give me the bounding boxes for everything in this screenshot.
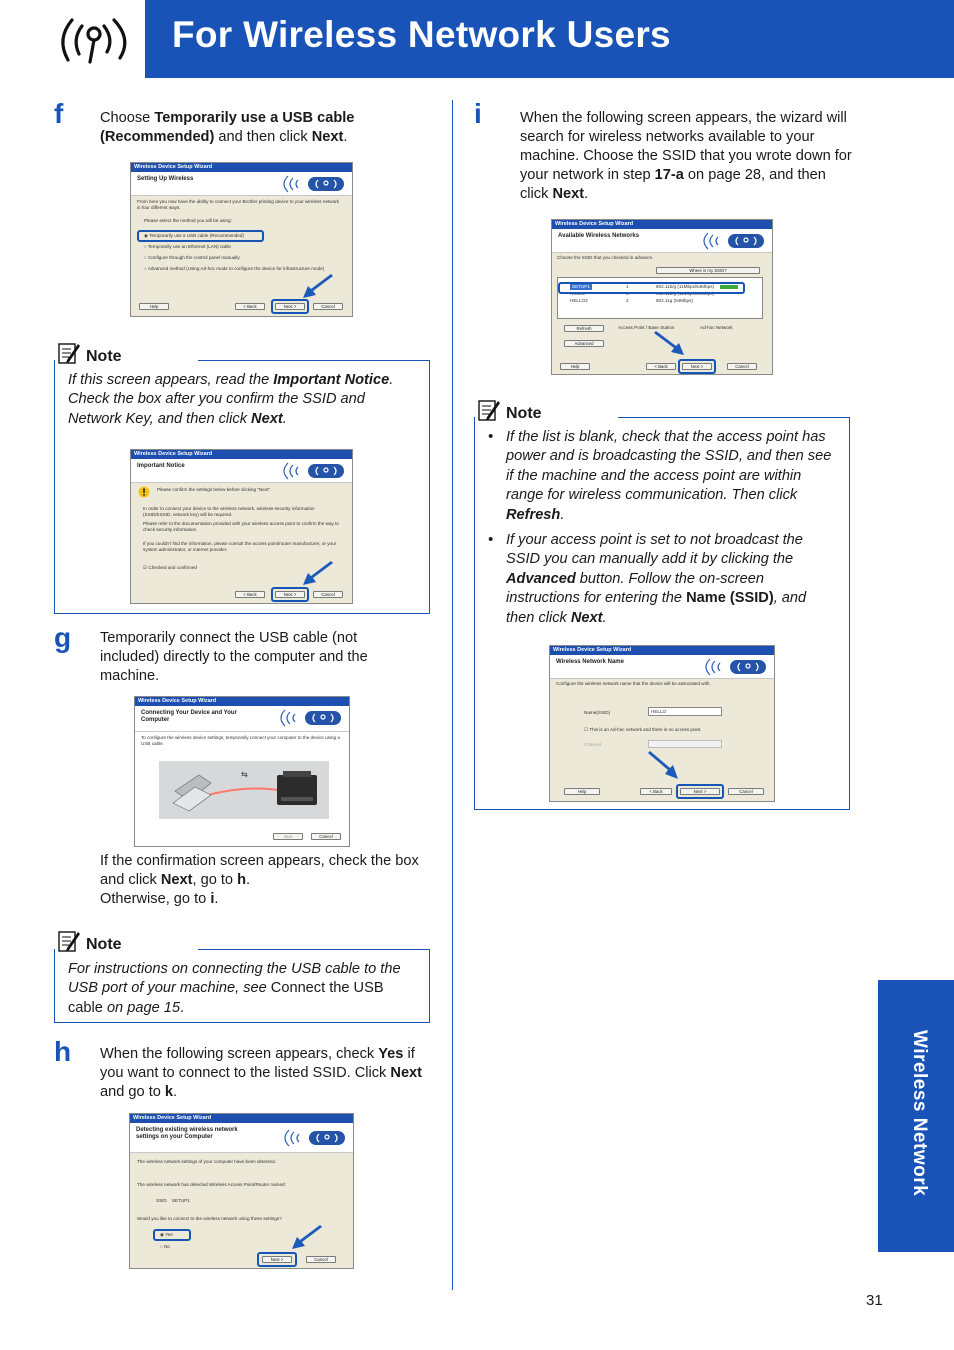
note-i-bullet-1: If the list is blank, check that the access point has power and is broadcasting the SSID, and then see if the machine and the access point are within range for wireless communication. Then click Refresh. xyxy=(506,429,832,523)
name-label: Name(SSID) xyxy=(584,710,611,715)
window-titlebar: Wireless Device Setup Wizard xyxy=(135,697,349,706)
highlight-next xyxy=(678,359,716,374)
screenshot-detecting-settings xyxy=(129,1113,354,1269)
step-i-text: When the following screen appears, the wizard will search for wireless networks available to your machine. Choose the SSID that you wrote down for your network in step 17-a on page 28, and then click Next. xyxy=(520,110,852,202)
adhoc-checkbox[interactable]: ☐ This is an Ad-hoc network and there is no access point. xyxy=(584,727,702,732)
screenshot-important-notice xyxy=(130,449,353,604)
highlight-next xyxy=(257,1252,297,1267)
arrow-icon xyxy=(650,330,686,358)
banner-title: Important Notice xyxy=(137,463,185,469)
back-button[interactable]: < Back xyxy=(235,303,265,310)
option-advanced[interactable]: ○ Advanced method (Using Ad-hoc mode to configure the device for infrastructure mode) xyxy=(144,266,325,271)
cancel-button[interactable]: Cancel xyxy=(727,363,757,370)
window-banner xyxy=(130,1123,353,1153)
note-heading: Note xyxy=(86,936,122,953)
banner-title: Connecting Your Device and Your Computer xyxy=(141,710,237,723)
window-banner xyxy=(131,172,352,196)
note-g-text: For instructions on connecting the USB cable to the USB port of your machine, see Connect the USB cable on page 15. xyxy=(68,961,401,1016)
warning-text: Please confirm the settings below before clicking "Next". xyxy=(157,487,272,492)
window-banner xyxy=(550,655,774,679)
note-f-text: If this screen appears, read the Important Notice. Check the box after you confirm the SSID and Network Key, and then click Next. xyxy=(68,372,394,427)
screenshot-wireless-network-name xyxy=(549,645,775,802)
banner-title: Setting Up Wireless xyxy=(137,176,194,182)
cancel-button[interactable]: Cancel xyxy=(311,833,341,840)
next-button[interactable]: Next > xyxy=(682,363,712,370)
network-row-name[interactable]: SETUP1 xyxy=(572,284,590,289)
highlight-network-row xyxy=(558,282,745,294)
confirm-checkbox[interactable]: ☑ Checked and confirmed xyxy=(143,565,197,570)
intro-text: Configure the wireless network name that the device will be associated with. xyxy=(556,681,711,686)
yes-radio[interactable]: ◉ Yes xyxy=(160,1232,173,1237)
arrow-icon xyxy=(290,1224,326,1252)
channel-select[interactable] xyxy=(648,740,722,748)
screenshot-available-networks xyxy=(551,219,773,375)
banner-title: Available Wireless Networks xyxy=(558,233,640,239)
bullet: • xyxy=(488,532,494,548)
wireless-banner-icon xyxy=(700,657,770,677)
wireless-signal-icon xyxy=(52,12,136,66)
option-ethernet[interactable]: ○ Temporarily use an Ethernet (LAN) cable xyxy=(144,244,231,249)
help-button[interactable]: Help xyxy=(139,303,169,310)
detected-text: The wireless network settings of your computer have been detected. xyxy=(137,1159,276,1164)
page-number: 31 xyxy=(866,1292,883,1309)
wireless-banner-icon xyxy=(698,231,768,251)
question-text: Would you like to connect to the wireless network using these settings? xyxy=(137,1216,282,1221)
intro-text: Choose the SSID that you checked in advance. xyxy=(557,255,654,260)
highlight-next xyxy=(271,299,309,314)
svg-text:⇆: ⇆ xyxy=(241,770,248,779)
network-row-channel: 1 xyxy=(626,284,629,289)
help-button[interactable]: Help xyxy=(564,788,600,795)
option-control-panel[interactable]: ○ Configure through the control panel manually xyxy=(144,255,240,260)
highlight-usb-option xyxy=(137,230,264,242)
network-row-channel: 6 xyxy=(626,291,629,296)
step-letter-i: i xyxy=(474,98,482,129)
laptop-printer-image xyxy=(159,761,329,819)
notice-paragraph-3: If you couldn't find the information, please consult the access point/router manufacturer, or your system administrator, or internet provider. xyxy=(143,541,337,552)
ssid-row: SSID SETUP1 xyxy=(156,1198,190,1203)
banner-title: Wireless Network Name xyxy=(556,659,624,665)
column-divider xyxy=(452,100,453,1290)
arrow-icon xyxy=(301,560,337,588)
step-letter-f: f xyxy=(54,98,64,129)
legend-access-point: Access Point / Base Station xyxy=(618,325,675,330)
cancel-button[interactable]: Cancel xyxy=(313,591,343,598)
step-g-text: Temporarily connect the USB cable (not included) directly to the computer and the machine. xyxy=(100,630,368,684)
window-banner xyxy=(131,459,352,483)
network-row-mode: 802.11b/g (11Mbps/54Mbps) xyxy=(656,291,715,296)
refresh-button[interactable]: Refresh xyxy=(564,325,604,332)
window-banner xyxy=(552,229,772,253)
cancel-button[interactable]: Cancel xyxy=(306,1256,336,1263)
network-row-name[interactable]: HELLO2 xyxy=(570,298,588,303)
next-button[interactable]: Next > xyxy=(275,591,305,598)
access-point-text: The wireless network has detected Wireless Access Point/Router named: xyxy=(137,1182,286,1187)
back-button[interactable]: < Back xyxy=(640,788,672,795)
back-button[interactable]: < Back xyxy=(235,591,265,598)
screenshot-setting-up-wireless xyxy=(130,162,353,317)
window-titlebar: Wireless Device Setup Wizard xyxy=(131,163,352,172)
next-button[interactable]: Next > xyxy=(275,303,305,310)
help-button[interactable]: Help xyxy=(560,363,590,370)
bullet: • xyxy=(488,429,494,445)
network-row-mode: 802.11b/g (11Mbps/54Mbps) xyxy=(656,284,715,289)
window-titlebar: Wireless Device Setup Wizard xyxy=(550,646,774,655)
option-usb[interactable]: ◉ Temporarily use a USB cable (Recommended) xyxy=(144,233,244,238)
page-title: For Wireless Network Users xyxy=(172,14,671,55)
network-row-name[interactable]: HELLO xyxy=(570,291,586,296)
cancel-button[interactable]: Cancel xyxy=(313,303,343,310)
back-button[interactable]: < Back xyxy=(646,363,676,370)
window-titlebar: Wireless Device Setup Wizard xyxy=(130,1114,353,1123)
window-banner xyxy=(135,706,349,732)
notice-paragraph-2: Please refer to the documentation provided with your wireless access point to confirm the way to check security information. xyxy=(143,521,339,532)
no-radio[interactable]: ○ No xyxy=(160,1244,170,1249)
ssid-input[interactable]: HELLO xyxy=(648,707,722,716)
step-h-text: When the following screen appears, check Yes if you want to connect to the listed SSID. Click Next and go to k. xyxy=(100,1046,423,1100)
advanced-button[interactable]: Advanced xyxy=(564,340,604,347)
wireless-banner-icon xyxy=(275,708,345,728)
channel-label: Channel xyxy=(584,742,602,747)
wireless-banner-icon xyxy=(278,461,348,481)
legend-adhoc: Ad-hoc Network xyxy=(700,325,733,330)
network-row-mode: 802.11g (54Mbps) xyxy=(656,298,693,303)
window-titlebar: Wireless Device Setup Wizard xyxy=(131,450,352,459)
cancel-button[interactable]: Cancel xyxy=(728,788,764,795)
screenshot-connecting-device xyxy=(134,696,350,847)
usb-illustration xyxy=(159,761,329,819)
next-button[interactable]: Next > xyxy=(262,1256,292,1263)
step-letter-h: h xyxy=(54,1036,72,1067)
note-heading: Note xyxy=(86,348,122,365)
side-tab-label: Wireless Network xyxy=(909,1030,930,1197)
wireless-banner-icon xyxy=(278,174,348,194)
highlight-yes xyxy=(153,1229,191,1241)
warning-icon xyxy=(138,486,150,498)
arrow-icon xyxy=(301,273,337,301)
step-f-text: Choose Temporarily use a USB cable (Recommended) and then click Next. xyxy=(100,110,355,145)
intro-text: To configure the wireless device settings, temporarily connect your computer to the device using a USB cable. xyxy=(141,735,340,746)
note-i-bullet-2: If your access point is set to not broadcast the SSID you can manually add it by clicking the Advanced button. Follow the on-screen instructions for entering the Name (SSID), and then click Next. xyxy=(506,532,807,626)
where-ssid-button[interactable]: Where is my SSID? xyxy=(656,267,760,274)
highlight-next xyxy=(676,784,724,799)
wireless-banner-icon xyxy=(279,1128,349,1148)
window-titlebar: Wireless Device Setup Wizard xyxy=(552,220,772,229)
prompt-text: Please select the method you will be using: xyxy=(144,218,232,223)
network-row-channel: 2 xyxy=(626,298,629,303)
next-button[interactable]: Next > xyxy=(680,788,720,795)
step-letter-g: g xyxy=(54,622,72,653)
note-heading: Note xyxy=(506,405,542,422)
intro-text: From here you now have the ability to connect your Brother printing device to your wireless network in four different ways. xyxy=(137,199,339,210)
next-button[interactable]: Next xyxy=(273,833,303,840)
arrow-icon xyxy=(644,750,680,782)
highlight-next xyxy=(271,587,309,602)
banner-title: Detecting existing wireless network settings on your Computer xyxy=(136,1127,238,1140)
notice-paragraph-1: In order to connect your device to the wireless network, wireless-security information (SSID/ESSID, network key) will be required. xyxy=(143,506,315,517)
step-g-after-text: If the confirmation screen appears, check the box and click Next, go to h. Otherwise, go to i. xyxy=(100,853,419,907)
